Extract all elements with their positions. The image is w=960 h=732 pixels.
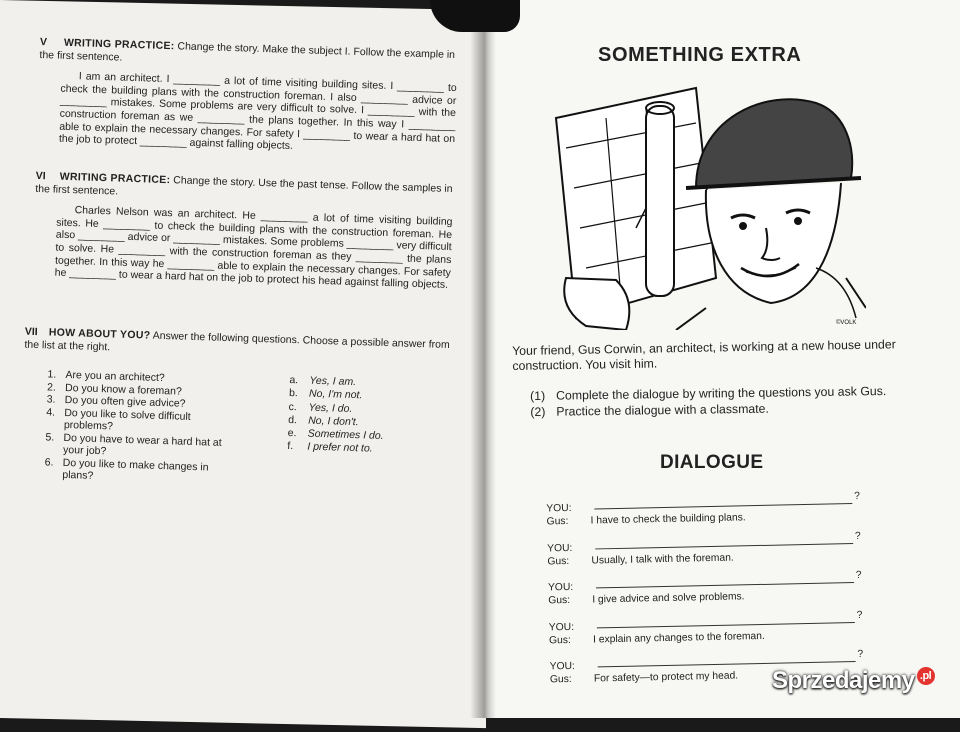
gus-label: Gus: [547,555,570,567]
instruction-step: (1) Complete the dialogue by writing the questions you ask Gus. [530,384,887,403]
section-v-heading: WRITING PRACTICE: [63,36,175,53]
intro-text: Your friend, Gus Corwin, an architect, is working at a new house under construction. You visit him. [512,337,896,373]
you-label: YOU: [546,502,572,515]
section-vii-number: VII [24,325,38,339]
illustration-credit: ©VOLK [836,320,857,326]
you-label: YOU: [549,660,575,673]
gus-answer: I explain any changes to the foreman. [592,630,765,646]
gus-label: Gus: [548,594,571,607]
section-vi-number: VI [35,169,46,183]
section-vii [24,326,455,365]
section-vi-paragraph: Charles Nelson was an architect. He ________ a lot of time visiting building sites. He ________ to check the building plans with the construction foreman. He also ________ advice or ________ mistakes. Some problems ________ very difficult to solve. He ________ with the construction foreman as they ________ the plans together. In this way he ________ able to explain the necessary changes. For safety he ________ to wear a hard hat on the job to protect his head against falling objects. [54,204,453,292]
section-vii-instructions: Answer the following questions. Choose a possible answer from the list at the right. [24,329,450,353]
you-label: YOU: [548,621,575,633]
answer-choice: e. Sometimes I do. [287,427,384,443]
question-mark: ? [855,569,862,581]
section-vi-instructions: Change the story. Use the past tense. Follow the samples in the first sentence. [35,174,453,198]
architect-illustration [546,78,866,330]
question-item: 4. Do you like to solve difficult problems? [46,405,191,433]
gus-answer: Usually, I talk with the foreman. [591,552,734,567]
dialogue [520,485,864,690]
gus-label: Gus: [548,634,571,646]
gus-label: Gus: [546,515,569,528]
answer-choice: d. No, I don't. [288,413,359,429]
answer-choice: c. Yes, I do. [288,400,353,415]
answer-choice: a. Yes, I am. [289,374,357,389]
section-vi-heading: WRITING PRACTICE: [59,170,171,187]
answer-blank[interactable] [594,503,852,509]
question-item: 3. Do you often give advice? [46,393,186,410]
section-vi [33,170,456,292]
instruction-steps [530,383,887,420]
section-v-instructions: Change the story. Make the subject I. Follow the example in the first sentence. [39,40,456,64]
question-item: 5. Do you have to wear a hard hat at your job? [45,430,222,458]
question-item: 6. Do you like to make changes in plans? [44,455,209,482]
page-title-something-extra: SOMETHING EXTRA [598,44,802,66]
section-vii-heading: HOW ABOUT YOU? [48,326,151,342]
you-label: YOU: [547,581,574,594]
gus-answer: For safety—to protect my head. [593,670,739,685]
question-item: 1. Are you an architect? [47,368,165,385]
question-mark: ? [854,530,861,542]
section-v-paragraph: I am an architect. I ________ a lot of time visiting building sites. I ________ to check the building plans with the construction foreman. I also ________ advice or ________ mistakes. Some problems are very difficult to solve. I ________ with the construction foreman as we ________ the plans together. In this way I ________ able to explain the necessary changes. For safety I ________ to wear a hard hat on the job to protect ________ against falling objects. [58,70,457,153]
gus-answer: I give advice and solve problems. [592,591,745,606]
question-mark: ? [856,609,863,621]
answer-choice: b. No, I'm not. [288,387,363,402]
dialogue-title: DIALOGUE [660,452,764,473]
gus-answer: I have to check the building plans. [590,512,746,527]
question-list [44,368,255,487]
gus-label: Gus: [549,673,572,686]
section-v-number: V [39,36,48,49]
question-item: 2. Do you know a foreman? [46,380,182,398]
watermark-text: Sprzedajemy [772,667,915,694]
question-mark: ? [857,648,864,660]
answer-blank[interactable] [596,582,854,588]
watermark [772,667,935,695]
answer-choices [287,374,385,457]
watermark-dot: .pl [917,667,935,685]
you-label: YOU: [547,542,573,554]
answer-blank[interactable] [595,543,853,549]
answer-choice: f. I prefer not to. [287,440,373,456]
section-v [37,36,460,158]
instruction-step: (2) Practice the dialogue with a classmate. [530,401,769,419]
answer-blank[interactable] [597,622,855,628]
question-mark: ? [854,490,861,503]
